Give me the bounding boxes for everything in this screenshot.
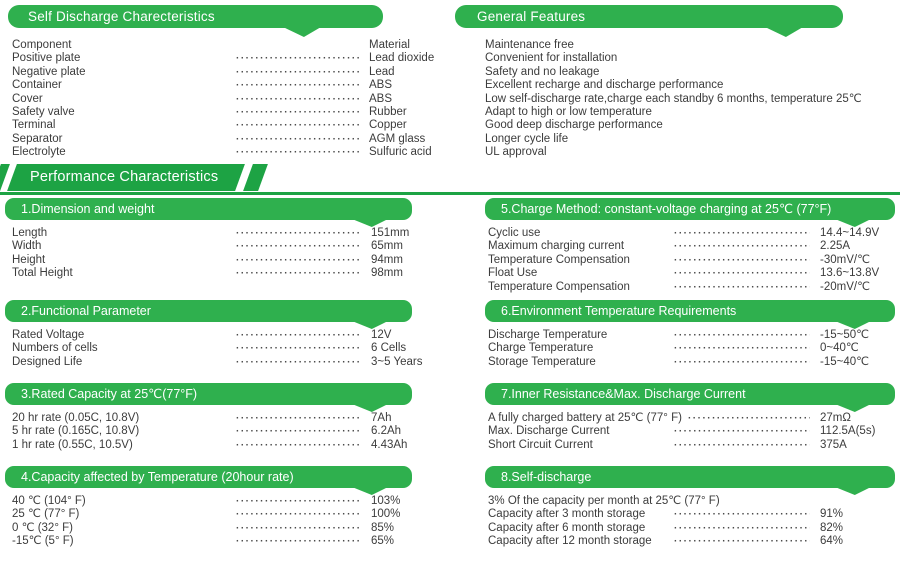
- spec-label: 1 hr rate (0.55C, 10.5V): [12, 438, 133, 451]
- section-title: 2.Functional Parameter: [21, 304, 151, 318]
- performance-characteristics-banner: [0, 164, 900, 195]
- feature-item: Longer cycle life: [485, 132, 569, 145]
- spec-label: Cover: [12, 92, 43, 105]
- spec-row: [12, 495, 451, 508]
- spec-label: Capacity after 6 month storage: [488, 521, 646, 534]
- dotted-leader: [236, 52, 359, 65]
- material-header: Material: [369, 39, 410, 51]
- self-discharge-rows: [488, 508, 900, 548]
- dotted-leader: [236, 522, 361, 535]
- dotted-leader: [674, 522, 810, 535]
- dotted-leader: [236, 439, 361, 452]
- section-rows: [485, 329, 900, 369]
- spec-label: Negative plate: [12, 65, 86, 78]
- spec-value: Sulfuric acid: [369, 146, 432, 159]
- spec-value: 2.25A: [820, 240, 851, 253]
- spec-row: [12, 342, 451, 355]
- section-rows: [5, 329, 455, 369]
- table-row: [12, 133, 449, 146]
- table-row: [12, 93, 449, 106]
- spec-label: 5 hr rate (0.165C, 10.8V): [12, 425, 140, 438]
- spec-value: 375A: [820, 438, 847, 451]
- dotted-leader: [674, 425, 810, 438]
- spec-value: 82%: [820, 521, 844, 534]
- section-banner: [485, 198, 895, 220]
- general-features-title: General Features: [477, 9, 586, 24]
- spec-value: 65mm: [371, 240, 403, 253]
- spec-row: [12, 522, 451, 535]
- table-row: [12, 66, 449, 79]
- spec-row: [488, 342, 900, 355]
- spec-value: 64%: [820, 535, 844, 548]
- spec-row: [488, 329, 900, 342]
- section-rows: [5, 227, 455, 281]
- dotted-leader: [674, 329, 810, 342]
- spec-label: Safety valve: [12, 106, 75, 119]
- dotted-leader: [674, 240, 810, 253]
- spec-row: [488, 508, 900, 521]
- spec-label: Rated Voltage: [12, 329, 85, 341]
- dotted-leader: [236, 356, 361, 369]
- spec-label: Storage Temperature: [488, 355, 596, 368]
- dotted-leader: [236, 412, 361, 425]
- dotted-leader: [236, 106, 359, 119]
- section-banner: [5, 300, 412, 322]
- spec-row: [12, 240, 451, 253]
- section-self-discharge: [455, 466, 900, 549]
- section-banner: [5, 198, 412, 220]
- spec-value: AGM glass: [369, 132, 426, 145]
- section-rows: [485, 495, 900, 549]
- spec-row: [488, 281, 900, 294]
- spec-value: -20mV/℃: [820, 280, 870, 293]
- spec-value: 65%: [371, 535, 395, 548]
- spec-value: -30mV/℃: [820, 253, 870, 266]
- spec-value: 112.5A(5s): [820, 425, 876, 438]
- spec-label: Positive plate: [12, 52, 81, 65]
- spec-value: 4.43Ah: [371, 438, 408, 451]
- banner-underline: [0, 192, 900, 195]
- spec-label: 25 ℃ (77° F): [12, 508, 80, 521]
- spec-value: ABS: [369, 92, 393, 105]
- section-title: 1.Dimension and weight: [21, 202, 155, 216]
- spec-row: [488, 522, 900, 535]
- spec-label: Max. Discharge Current: [488, 425, 610, 438]
- spec-value: ABS: [369, 79, 393, 92]
- dotted-leader: [236, 329, 361, 342]
- spec-label: Capacity after 12 month storage: [488, 535, 652, 548]
- dotted-leader: [688, 412, 810, 425]
- general-features-banner: [455, 5, 843, 28]
- table-row: [12, 106, 449, 119]
- dotted-leader: [236, 79, 359, 92]
- section-banner: [5, 466, 412, 488]
- component-rows: [12, 52, 449, 159]
- spec-row: [12, 356, 451, 369]
- spec-value: 100%: [371, 508, 401, 521]
- feature-item: Good deep discharge performance: [485, 119, 663, 132]
- spec-value: Lead dioxide: [369, 52, 435, 65]
- spec-row: [12, 254, 451, 267]
- feature-item: Convenient for installation: [485, 52, 618, 65]
- feature-item: UL approval: [485, 146, 547, 159]
- dotted-leader: [236, 66, 359, 79]
- spec-value: 103%: [371, 495, 401, 507]
- spec-label: Charge Temperature: [488, 342, 594, 355]
- spec-row: [12, 439, 451, 452]
- spec-row: [12, 412, 451, 425]
- spec-row: [12, 227, 451, 240]
- section-title: 5.Charge Method: constant-voltage charging at 25℃ (77°F): [501, 202, 832, 216]
- spec-row: [12, 508, 451, 521]
- component-material-table: [12, 39, 449, 160]
- section-title: 6.Environment Temperature Requirements: [501, 304, 737, 318]
- dotted-leader: [236, 254, 361, 267]
- spec-row: [488, 425, 900, 438]
- dotted-leader: [236, 495, 361, 508]
- dotted-leader: [236, 267, 361, 280]
- table-row: [12, 52, 449, 65]
- spec-sections: [0, 198, 900, 549]
- spec-value: 91%: [820, 508, 844, 521]
- dotted-leader: [674, 227, 810, 240]
- features-list: [485, 39, 900, 160]
- spec-value: 151mm: [371, 227, 410, 239]
- spec-row: [488, 254, 900, 267]
- dotted-leader: [674, 535, 810, 548]
- dotted-leader: [236, 133, 359, 146]
- spec-value: 94mm: [371, 253, 403, 266]
- spec-label: A fully charged battery at 25℃ (77° F): [488, 412, 682, 424]
- spec-label: Height: [12, 253, 46, 266]
- spec-row: [488, 356, 900, 369]
- spec-row: [488, 535, 900, 548]
- spec-label: Discharge Temperature: [488, 329, 608, 341]
- spec-label: 0 ℃ (32° F): [12, 521, 73, 534]
- section-title: 7.Inner Resistance&Max. Discharge Current: [501, 387, 746, 401]
- spec-label: Terminal: [12, 119, 56, 132]
- spec-row: [488, 439, 900, 452]
- section-rows: [485, 227, 900, 294]
- spec-label: Maximum charging current: [488, 240, 625, 253]
- spec-row: [488, 267, 900, 280]
- spec-label: Temperature Compensation: [488, 253, 630, 266]
- spec-label: -15℃ (5° F): [12, 535, 74, 548]
- spec-value: 6 Cells: [371, 342, 407, 355]
- dotted-leader: [674, 254, 810, 267]
- spec-value: 14.4~14.9V: [820, 227, 880, 239]
- dotted-leader: [236, 146, 359, 159]
- dotted-leader: [674, 342, 810, 355]
- section-title: 4.Capacity affected by Temperature (20hour rate): [21, 470, 294, 484]
- dotted-leader: [674, 281, 810, 294]
- feature-item: Maintenance free: [485, 39, 574, 51]
- spec-value: 12V: [371, 329, 392, 341]
- spec-row: [488, 240, 900, 253]
- section-functional-parameter: [0, 300, 455, 383]
- section-banner: [485, 383, 895, 405]
- spec-label: Cyclic use: [488, 227, 541, 239]
- spec-row: [12, 329, 451, 342]
- spec-row: [12, 425, 451, 438]
- spec-row: [12, 267, 451, 280]
- spec-label: Separator: [12, 132, 63, 145]
- spec-label: Float Use: [488, 267, 538, 280]
- table-row: [12, 146, 449, 159]
- section-banner: [5, 383, 412, 405]
- dotted-leader: [236, 240, 361, 253]
- spec-row: [488, 227, 900, 240]
- spec-label: 40 ℃ (104° F): [12, 495, 86, 507]
- top-area: [0, 0, 900, 160]
- spec-label: Short Circuit Current: [488, 438, 593, 451]
- section-charge-method: [455, 198, 900, 300]
- table-row: [12, 79, 449, 92]
- dotted-leader: [674, 508, 810, 521]
- banner-accent-right: [243, 164, 268, 191]
- dotted-leader: [674, 439, 810, 452]
- spec-label: Numbers of cells: [12, 342, 98, 355]
- section-rated-capacity: [0, 383, 455, 466]
- section-inner-resistance: [455, 383, 900, 466]
- feature-item: Low self-discharge rate,charge each standby 6 months, temperature 25℃: [485, 92, 862, 105]
- table-row: [12, 119, 449, 132]
- general-features-panel: [455, 5, 900, 160]
- dotted-leader: [236, 227, 361, 240]
- spec-value: Lead: [369, 65, 395, 78]
- feature-item: Safety and no leakage: [485, 65, 600, 78]
- dotted-leader: [236, 425, 361, 438]
- spec-value: 3~5 Years: [371, 355, 423, 368]
- spec-value: 85%: [371, 521, 395, 534]
- feature-item: Adapt to high or low temperature: [485, 106, 652, 119]
- section-rows: [5, 495, 455, 549]
- performance-title: Performance Characteristics: [30, 169, 219, 185]
- self-discharge-note: 3% Of the capacity per month at 25℃ (77° F): [488, 495, 720, 507]
- table-header-row: [12, 39, 449, 52]
- dotted-leader: [236, 508, 361, 521]
- spec-value: -15~40℃: [820, 355, 870, 368]
- section-dimension-weight: [0, 198, 455, 300]
- spec-value: Copper: [369, 119, 407, 132]
- self-discharge-banner: [8, 5, 383, 28]
- spec-label: Electrolyte: [12, 146, 66, 159]
- spec-label: Total Height: [12, 267, 73, 280]
- spec-label: Container: [12, 79, 62, 92]
- spec-label: Length: [12, 227, 48, 239]
- spec-label: Temperature Compensation: [488, 280, 630, 293]
- dotted-leader: [236, 535, 361, 548]
- section-rows: [5, 412, 455, 452]
- spec-label: Capacity after 3 month storage: [488, 508, 646, 521]
- spec-value: 27mΩ: [820, 412, 851, 424]
- section-title: 3.Rated Capacity at 25℃(77°F): [21, 387, 198, 401]
- spec-value: 98mm: [371, 267, 403, 280]
- section-capacity-temperature: [0, 466, 455, 549]
- section-title: 8.Self-discharge: [501, 470, 592, 484]
- spec-label: Width: [12, 240, 42, 253]
- spec-label: 20 hr rate (0.05C, 10.8V): [12, 412, 140, 424]
- spec-value: 7Ah: [371, 412, 392, 424]
- self-discharge-panel: [0, 5, 455, 160]
- spec-value: 6.2Ah: [371, 425, 402, 438]
- dotted-leader: [674, 267, 810, 280]
- feature-item: Excellent recharge and discharge performance: [485, 79, 724, 92]
- section-environment-temperature: [455, 300, 900, 383]
- spec-label: Designed Life: [12, 355, 83, 368]
- self-discharge-title: Self Discharge Charecteristics: [28, 9, 215, 24]
- spec-row: [488, 412, 900, 425]
- spec-value: -15~50℃: [820, 329, 870, 341]
- dotted-leader: [236, 119, 359, 132]
- section-rows: [485, 412, 900, 452]
- spec-value: 13.6~13.8V: [820, 267, 880, 280]
- dotted-leader: [236, 93, 359, 106]
- section-banner: [485, 466, 895, 488]
- spec-value: 0~40℃: [820, 342, 859, 355]
- spec-value: Rubber: [369, 106, 407, 119]
- dotted-leader: [236, 342, 361, 355]
- spec-row: [12, 535, 451, 548]
- dotted-leader: [674, 356, 810, 369]
- section-banner: [485, 300, 895, 322]
- component-header: Component: [12, 39, 72, 51]
